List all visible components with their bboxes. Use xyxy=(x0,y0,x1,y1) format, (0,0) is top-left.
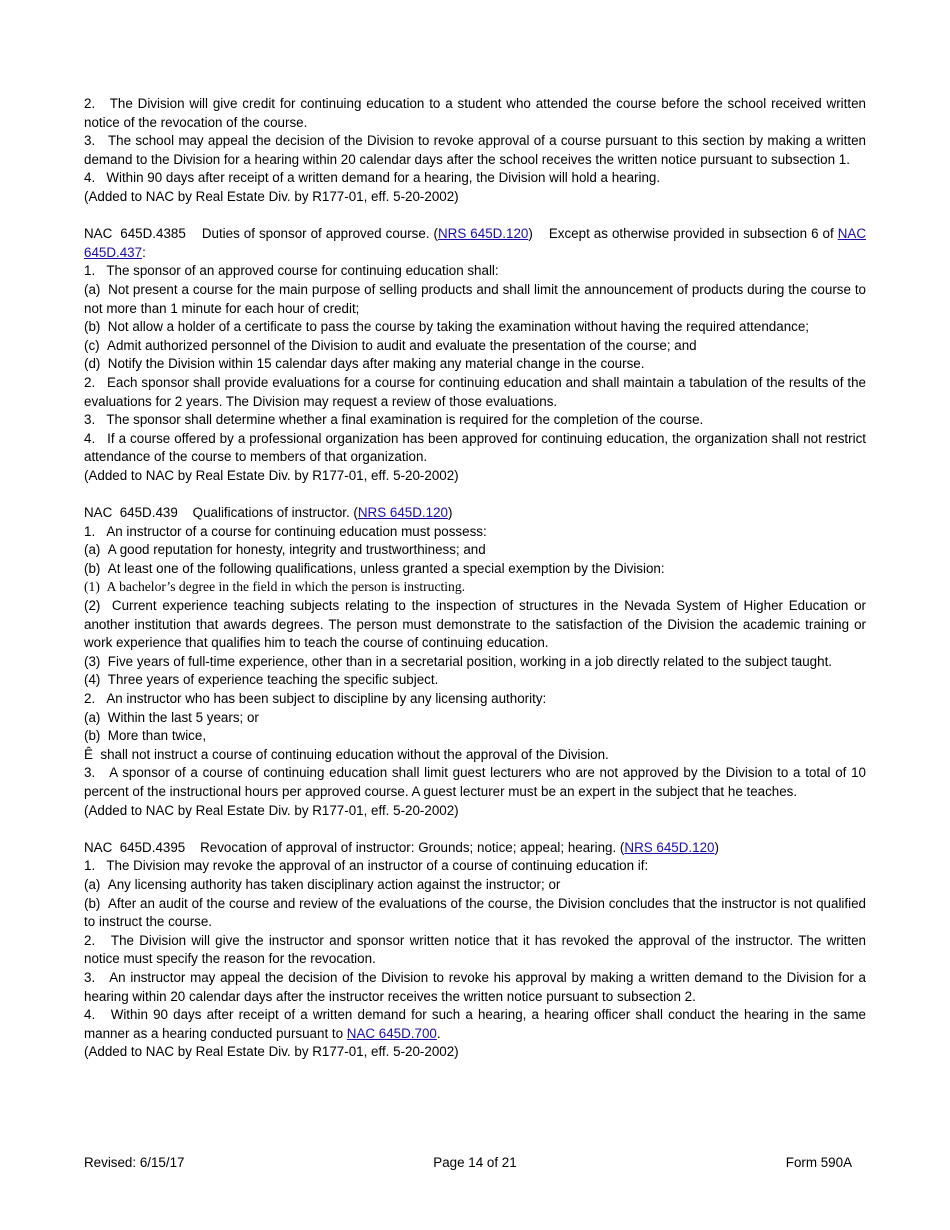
sec439-para-3: 3. A sponsor of a course of continuing education shall limit guest lecturers who are not approved by the Division to a total of 10 percent of the instructional hours per approved course. A guest lecturer must be an expert in the subject that he teaches. xyxy=(84,765,866,799)
section-heading-4395: NAC 645D.4395 Revocation of approval of instructor: Grounds; notice; appeal; hearing. (NRS 645D.120) xyxy=(84,839,719,855)
page-number: Page 14 of 21 xyxy=(433,1155,517,1170)
sec4395-item-a: (a) Any licensing authority has taken disciplinary action against the instructor; or xyxy=(84,876,561,892)
sec4395-item-b: (b) After an audit of the course and review of the evaluations of the course, the Division concludes that the instructor is not qualified to instruct the course. xyxy=(84,895,866,930)
revised-date: Revised: 6/15/17 xyxy=(84,1155,185,1170)
sec439-item-a: (a) A good reputation for honesty, integrity and trustworthiness; and xyxy=(84,542,486,558)
sec4385-item-d: (d) Notify the Division within 15 calendar days after making any material change in the course. xyxy=(84,356,645,372)
prev-section-para-3: 3. The school may appeal the decision of the Division to revoke approval of a course pursuant to this section by making a written demand to the Division for a hearing within 20 calendar days after the school receives the written notice pursuant to subsection 1. xyxy=(84,133,866,167)
sec439-para-2: 2. An instructor who has been subject to discipline by any licensing authority: xyxy=(84,691,547,706)
sec439-para-2-tail: Ê shall not instruct a course of continuing education without the approval of the Division. xyxy=(84,746,609,762)
sec4385-para-1: 1. The sponsor of an approved course for continuing education shall: xyxy=(84,263,499,279)
section-heading-4385: NAC 645D.4385 Duties of sponsor of approved course. (NRS 645D.120) Except as otherwise provided in subsection 6 of NAC 645D.437: xyxy=(84,226,866,260)
nrs-645d-120-link[interactable]: NRS 645D.120 xyxy=(357,505,448,521)
page-footer xyxy=(84,1155,866,1175)
sec439-item-b1: (1) A bachelor’s degree in the field in which the person is instructing. xyxy=(84,579,466,595)
sec4395-history: (Added to NAC by Real Estate Div. by R177-01, eff. 5-20-2002) xyxy=(84,1044,459,1060)
sec439-para-2-a: (a) Within the last 5 years; or xyxy=(84,709,259,725)
sec439-item-b2: (2) Current experience teaching subjects relating to the inspection of structures in the Nevada System of Higher Education or another institution that awards degrees. The person must demonstrate to the satisfaction of the Division the academic training or work experience that qualifies him to teach the course of continuing education. xyxy=(84,598,866,651)
prev-section-para-2: 2. The Division will give credit for continuing education to a student who attended the course before the school received written notice of the revocation of the course. xyxy=(84,96,866,130)
nrs-645d-120-link[interactable]: NRS 645D.120 xyxy=(624,839,715,855)
nrs-645d-120-link[interactable]: NRS 645D.120 xyxy=(438,226,529,242)
sec4395-para-3: 3. An instructor may appeal the decision of the Division to revoke his approval by making a written demand to the Division for a hearing within 20 calendar days after the instructor receives the written notice pursuant to subsection 2. xyxy=(84,969,866,1004)
sec439-para-2-b: (b) More than twice, xyxy=(84,728,207,744)
sec439-item-b4: (4) Three years of experience teaching the specific subject. xyxy=(84,672,439,688)
sec4385-item-c: (c) Admit authorized personnel of the Division to audit and evaluate the presentation of the course; and xyxy=(84,337,697,353)
sec4385-para-2: 2. Each sponsor shall provide evaluations for a course for continuing education and shall maintain a tabulation of the results of the evaluations for 2 years. The Division may request a review of those evaluations. xyxy=(84,374,866,409)
sec4395-para-1: 1. The Division may revoke the approval of an instructor of a course of continuing education if: xyxy=(84,858,649,874)
prev-section-history: (Added to NAC by Real Estate Div. by R177-01, eff. 5-20-2002) xyxy=(84,188,459,204)
nac-645d-437-link[interactable]: NAC 645D.437 xyxy=(84,226,866,260)
section-heading-439: NAC 645D.439 Qualifications of instructor. (NRS 645D.120) xyxy=(84,505,453,521)
form-number: Form 590A xyxy=(785,1155,852,1170)
document-body xyxy=(84,95,866,1062)
prev-section-para-4: 4. Within 90 days after receipt of a written demand for a hearing, the Division will hold a hearing. xyxy=(84,170,661,186)
sec439-item-b3: (3) Five years of full-time experience, other than in a secretarial position, working in a job directly related to the subject taught. xyxy=(84,653,833,669)
sec439-item-b: (b) At least one of the following qualifications, unless granted a special exemption by the Division: xyxy=(84,560,665,576)
sec439-history: (Added to NAC by Real Estate Div. by R177-01, eff. 5-20-2002) xyxy=(84,802,459,818)
sec4385-para-4: 4. If a course offered by a professional organization has been approved for continuing education, the organization shall not restrict attendance of the course to members of that organization. xyxy=(84,430,866,465)
sec4395-para-2: 2. The Division will give the instructor and sponsor written notice that it has revoked the approval of the instructor. The written notice must specify the reason for the revocation. xyxy=(84,932,866,967)
sec439-para-1: 1. An instructor of a course for continuing education must possess: xyxy=(84,523,487,539)
sec4385-history: (Added to NAC by Real Estate Div. by R177-01, eff. 5-20-2002) xyxy=(84,467,459,483)
nac-645d-700-link[interactable]: NAC 645D.700 xyxy=(346,1025,437,1041)
sec4385-para-3: 3. The sponsor shall determine whether a final examination is required for the completion of the course. xyxy=(84,412,704,428)
sec4385-item-a: (a) Not present a course for the main purpose of selling products and shall limit the announcement of products during the course to not more than 1 minute for each hour of credit; xyxy=(84,281,866,316)
sec4385-item-b: (b) Not allow a holder of a certificate to pass the course by taking the examination without having the required attendance; xyxy=(84,319,810,335)
sec4395-para-4: 4. Within 90 days after receipt of a written demand for such a hearing, a hearing officer shall conduct the hearing in the same manner as a hearing conducted pursuant to NAC 645D.700. xyxy=(84,1007,866,1041)
